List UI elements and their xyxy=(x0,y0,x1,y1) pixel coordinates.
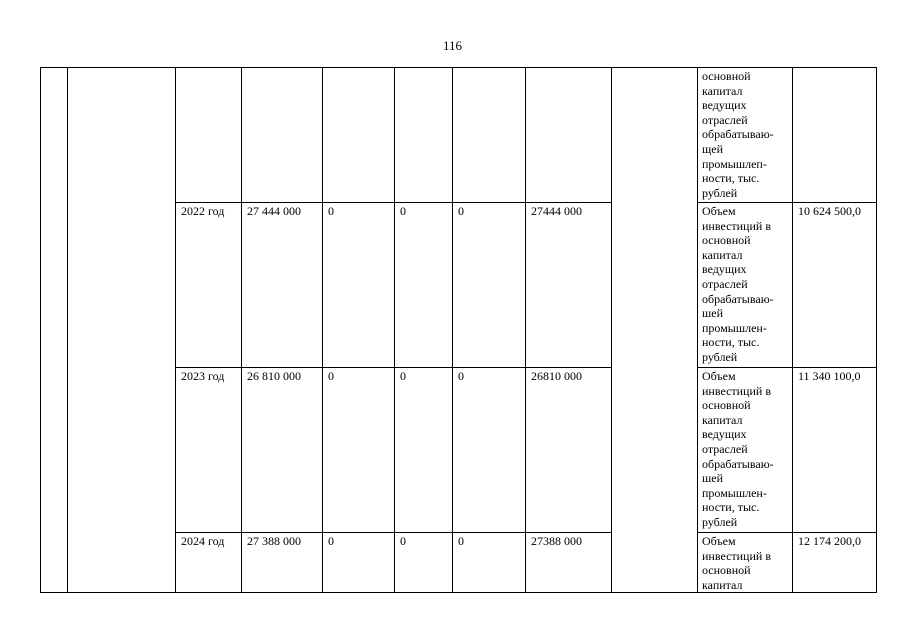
year-cell: 2022 год xyxy=(176,203,242,368)
indicator-line: рублей xyxy=(702,514,738,529)
page-number: 116 xyxy=(442,38,463,53)
indicator-line: отраслей xyxy=(702,276,748,291)
indicator-line: шей xyxy=(702,471,723,486)
other-sources-cell: 26810 000 xyxy=(526,368,612,533)
other-sources-cell: 27388 000 xyxy=(526,533,612,593)
indicator-line: обрабатываю- xyxy=(702,127,774,142)
indicator-line: Объем xyxy=(702,204,736,218)
indicator-line: обрабатываю- xyxy=(702,456,774,471)
indicator-line: промышлен- xyxy=(702,485,767,500)
regional-budget-cell: 0 xyxy=(395,368,453,533)
indicator-line: ведущих xyxy=(702,427,747,442)
indicator-line: отраслей xyxy=(702,112,748,127)
federal-budget-cell: 0 xyxy=(323,533,395,593)
local-budget-cell xyxy=(453,68,526,203)
indicator-line: щей xyxy=(702,141,723,156)
indicator-line: основной xyxy=(702,69,751,83)
local-budget-cell: 0 xyxy=(453,533,526,593)
indicator-line: капитал xyxy=(702,83,743,98)
total-cell: 27 388 000 xyxy=(242,533,323,593)
indicator-line: шей xyxy=(702,306,723,321)
federal-budget-cell: 0 xyxy=(323,203,395,368)
indicator-line: промышлен- xyxy=(702,320,767,335)
total-cell: 26 810 000 xyxy=(242,368,323,533)
year-cell: 2024 год xyxy=(176,533,242,593)
indicator-line: инвестиций в xyxy=(702,383,771,398)
indicator-line: инвестиций в xyxy=(702,548,771,563)
regional-budget-cell xyxy=(395,68,453,203)
indicator-line: основной xyxy=(702,563,751,578)
indicator-line: Объем xyxy=(702,369,736,383)
indicator-line: капитал xyxy=(702,412,743,427)
indicator-line: ности, тыс. xyxy=(702,335,760,350)
local-budget-cell: 0 xyxy=(453,368,526,533)
regional-budget-cell: 0 xyxy=(395,533,453,593)
federal-budget-cell: 0 xyxy=(323,368,395,533)
indicator-cell xyxy=(698,203,793,368)
indicator-line: обрабатываю- xyxy=(702,291,774,306)
year-cell: 2023 год xyxy=(176,368,242,533)
table-row xyxy=(41,68,877,203)
other-sources-cell: 27444 000 xyxy=(526,203,612,368)
total-cell: 27 444 000 xyxy=(242,203,323,368)
indicator-line: промышлеп- xyxy=(702,156,767,171)
number-cell xyxy=(41,68,68,593)
indicator-line: ности, тыс. xyxy=(702,500,760,515)
indicator-line: Объем xyxy=(702,534,736,548)
indicator-value-cell: 10 624 500,0 xyxy=(793,203,877,368)
indicator-line: основной xyxy=(702,233,751,248)
indicator-value-cell xyxy=(793,68,877,203)
indicator-line: ности, тыс. xyxy=(702,171,760,186)
indicator-line: ведущих xyxy=(702,98,747,113)
indicator-line: рублей xyxy=(702,185,738,200)
indicator-line: инвестиций в xyxy=(702,218,771,233)
indicator-cell xyxy=(698,68,793,203)
total-cell xyxy=(242,68,323,203)
indicator-line: основной xyxy=(702,398,751,413)
year-cell xyxy=(176,68,242,203)
indicator-line: рублей xyxy=(702,349,738,364)
other-sources-cell xyxy=(526,68,612,203)
regional-budget-cell: 0 xyxy=(395,203,453,368)
indicator-value-cell: 11 340 100,0 xyxy=(793,368,877,533)
federal-budget-cell xyxy=(323,68,395,203)
indicator-cell xyxy=(698,533,793,593)
indicator-line: капитал xyxy=(702,247,743,262)
event-name-cell xyxy=(68,68,176,593)
local-budget-cell: 0 xyxy=(453,203,526,368)
indicator-line: отраслей xyxy=(702,441,748,456)
executor-cell xyxy=(612,68,698,593)
indicator-cell xyxy=(698,368,793,533)
financing-table xyxy=(40,67,877,593)
indicator-value-cell: 12 174 200,0 xyxy=(793,533,877,593)
indicator-line: капитал xyxy=(702,577,743,592)
indicator-line: ведущих xyxy=(702,262,747,277)
